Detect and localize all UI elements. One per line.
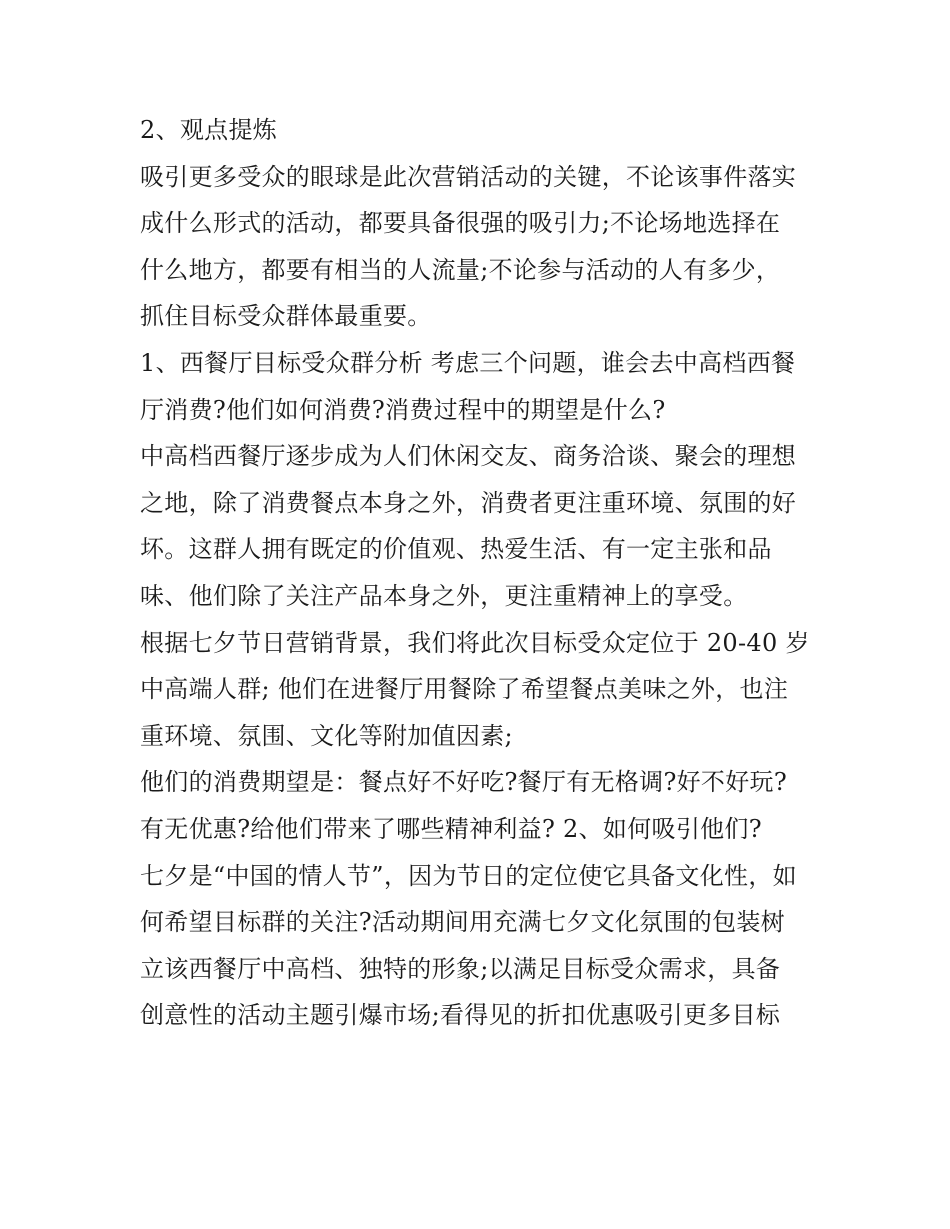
text-line: 根据七夕节日营销背景，我们将此次目标受众定位于 20-40 岁 [140, 628, 810, 657]
text-line: 他们的消费期望是：餐点好不好吃?餐厅有无格调?好不好玩? [140, 768, 787, 797]
text-line: 中高档西餐厅逐步成为人们休闲交友、商务洽谈、聚会的理想 [140, 442, 797, 471]
text-line: 抓住目标受众群体最重要。 [140, 302, 432, 331]
text-line: 立该西餐厅中高档、独特的形象;以满足目标受众需求，具备 [140, 954, 781, 983]
text-line: 厅消费?他们如何消费?消费过程中的期望是什么? [140, 395, 666, 424]
heading-viewpoint: 2、观点提炼 [140, 116, 278, 144]
text-line: 味、他们除了关注产品本身之外，更注重精神上的享受。 [140, 581, 748, 610]
text-line: 中高端人群; 他们在进餐厅用餐除了希望餐点美味之外，也注 [140, 675, 789, 704]
text-line: 有无优惠?给他们带来了哪些精神利益? 2、如何吸引他们? [140, 814, 762, 843]
text-line: 什么地方，都要有相当的人流量;不论参与活动的人有多少， [140, 255, 781, 284]
text-line: 1、西餐厅目标受众群分析 考虑三个问题，谁会去中高档西餐 [140, 348, 796, 377]
document-body [140, 107, 830, 1039]
text-line: 重环境、氛围、文化等附加值因素; [140, 721, 513, 750]
text-line: 创意性的活动主题引爆市场;看得见的折扣优惠吸引更多目标 [140, 1001, 781, 1030]
text-line: 之地，除了消费餐点本身之外，消费者更注重环境、氛围的好 [140, 488, 797, 517]
text-line: 成什么形式的活动，都要具备很强的吸引力;不论场地选择在 [140, 209, 781, 238]
text-line: 何希望目标群的关注?活动期间用充满七夕文化氛围的包装树 [140, 908, 785, 937]
text-line: 坏。这群人拥有既定的价值观、热爱生活、有一定主张和品 [140, 535, 772, 564]
text-line: 吸引更多受众的眼球是此次营销活动的关键，不论该事件落实 [140, 162, 797, 191]
text-line: 七夕是“中国的情人节”，因为节日的定位使它具备文化性，如 [140, 861, 797, 890]
